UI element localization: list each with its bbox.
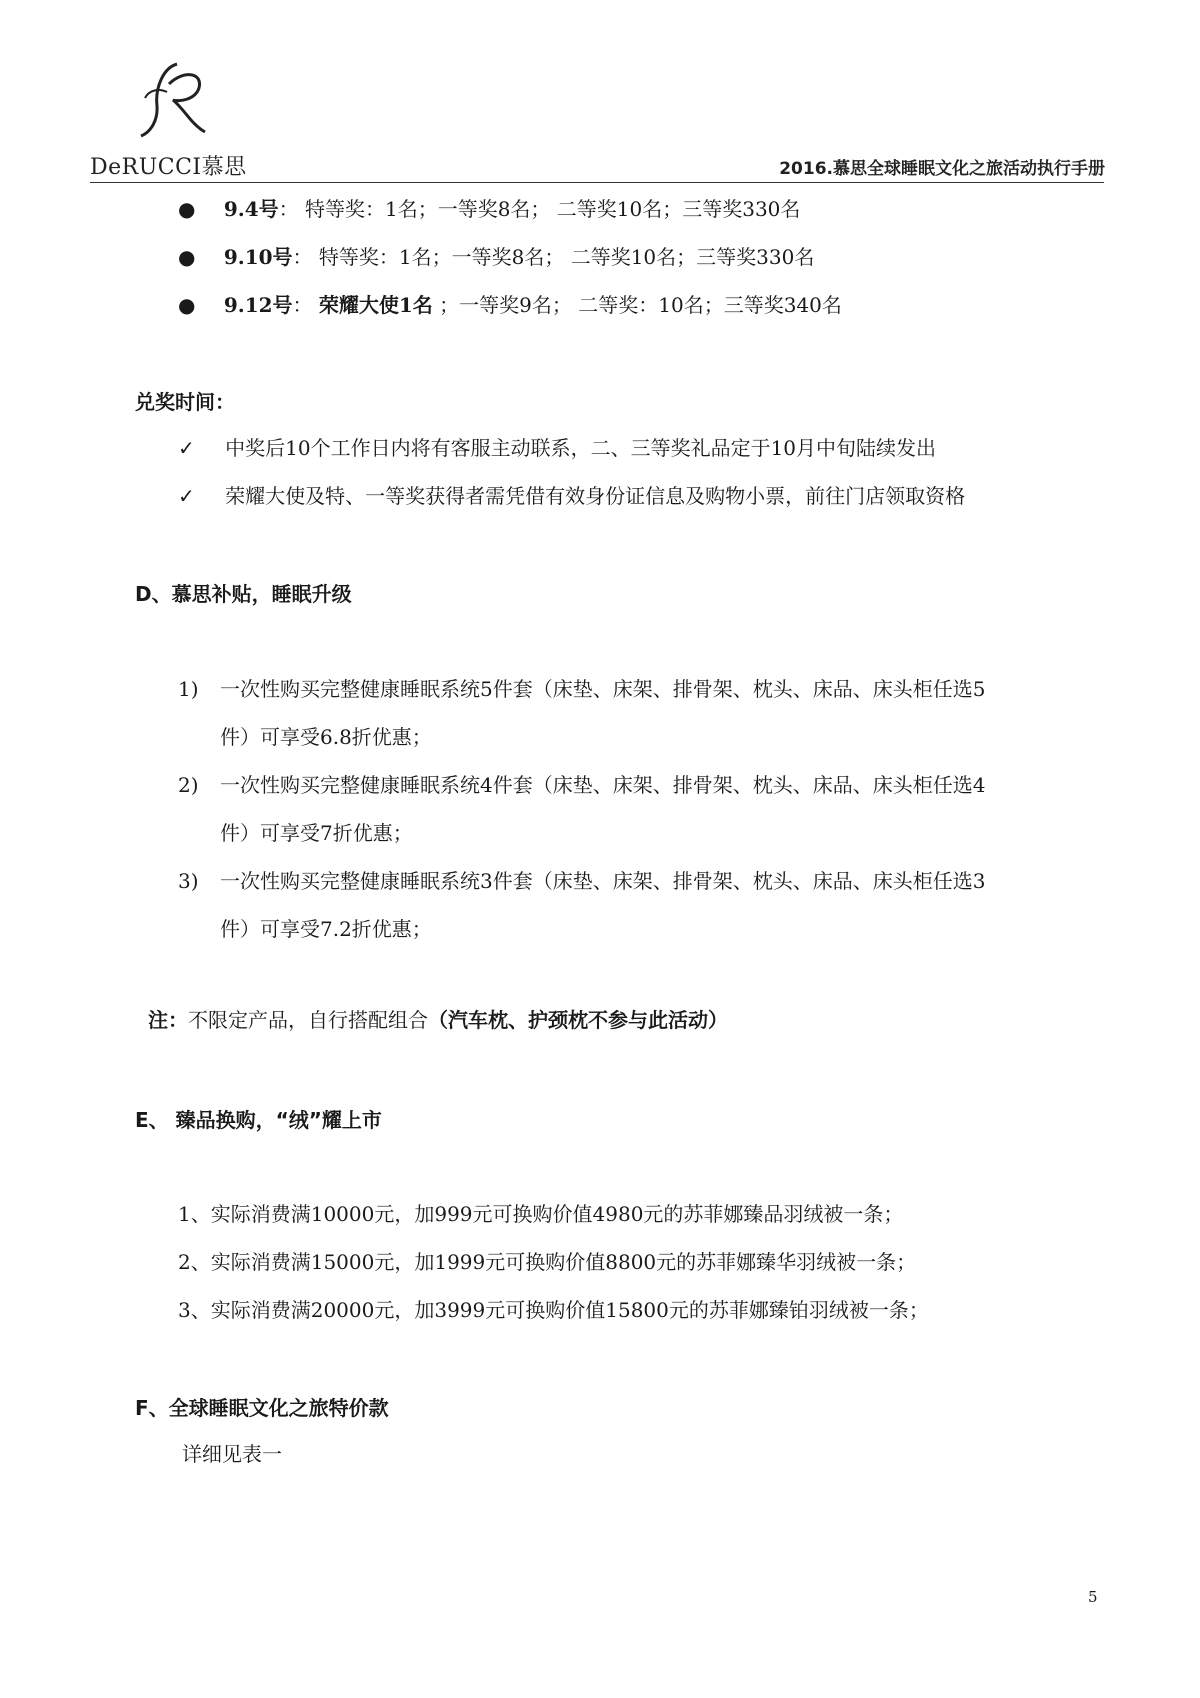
exchange-item: 3、实际消费满20000元，加3999元可换购价值15800元的苏菲娜臻铂羽绒被一条； <box>178 1298 929 1322</box>
logo-letter: R <box>133 58 134 59</box>
section-f-text: 详细见表一 <box>182 1442 282 1466</box>
note-label: 注： <box>148 1008 188 1032</box>
item-number: 2) <box>178 773 199 797</box>
bullet-icon: ● <box>178 197 196 221</box>
item-number: 3) <box>178 869 199 893</box>
prize-text: 特等奖：1名；一等奖8名； 二等奖10名；三等奖330名 <box>318 245 815 269</box>
discount-item-cont: 件）可享受6.8折优惠； <box>220 725 432 749</box>
note-exclusion: （汽车枕、护颈枕不参与此活动） <box>428 1008 728 1032</box>
header-rule <box>90 182 1104 183</box>
prize-text: ；一等奖9名； 二等奖：10名；三等奖340名 <box>439 293 842 317</box>
exchange-item: 2、实际消费满15000元，加1999元可换购价值8800元的苏菲娜臻华羽绒被一条； <box>178 1250 917 1274</box>
redeem-item: ✓ 荣耀大使及特、一等奖获得者需凭借有效身份证信息及购物小票，前往门店领取资格 <box>178 484 966 508</box>
checkmark-icon: ✓ <box>178 436 195 460</box>
discount-item: 3) 一次性购买完整健康睡眠系统3件套（床垫、床架、排骨架、枕头、床品、床头柜任选3 <box>178 869 986 893</box>
prize-item: ● 9.12号： 荣耀大使1名 ；一等奖9名； 二等奖：10名；三等奖340名 <box>178 293 842 317</box>
prize-item: ● 9.10号： 特等奖：1名；一等奖8名； 二等奖10名；三等奖330名 <box>178 245 815 269</box>
section-d-note: 注：不限定产品，自行搭配组合（汽车枕、护颈枕不参与此活动） <box>148 1008 728 1032</box>
checkmark-icon: ✓ <box>178 484 195 508</box>
bullet-icon: ● <box>178 245 196 269</box>
redeem-heading: 兑奖时间： <box>135 390 235 414</box>
prize-date: 9.12号 <box>223 293 293 317</box>
prize-date: 9.10号 <box>223 245 293 269</box>
discount-item: 1) 一次性购买完整健康睡眠系统5件套（床垫、床架、排骨架、枕头、床品、床头柜任选5 <box>178 677 986 701</box>
section-e-heading: E、 臻品换购，“绒”耀上市 <box>135 1108 382 1132</box>
redeem-item: ✓ 中奖后10个工作日内将有客服主动联系，二、三等奖礼品定于10月中旬陆续发出 <box>178 436 937 460</box>
section-d-heading: D、慕思补贴，睡眠升级 <box>135 582 352 606</box>
prize-item: ● 9.4号： 特等奖：1名；一等奖8名； 二等奖10名；三等奖330名 <box>178 197 801 221</box>
document-title: 2016.慕思全球睡眠文化之旅活动执行手册 <box>779 159 1105 179</box>
prize-highlight: 荣耀大使1名 <box>318 293 433 317</box>
discount-item: 2) 一次性购买完整健康睡眠系统4件套（床垫、床架、排骨架、枕头、床品、床头柜任选4 <box>178 773 986 797</box>
exchange-item: 1、实际消费满10000元，加999元可换购价值4980元的苏菲娜臻品羽绒被一条； <box>178 1202 904 1226</box>
derucci-logo-mark <box>133 58 211 140</box>
brand-name: DeRUCCI慕思 <box>90 155 247 180</box>
section-f-heading: F、全球睡眠文化之旅特价款 <box>135 1396 389 1420</box>
bullet-icon: ● <box>178 293 196 317</box>
page-number: 5 <box>1088 1588 1098 1606</box>
prize-text: 特等奖：1名；一等奖8名； 二等奖10名；三等奖330名 <box>304 197 801 221</box>
prize-date: 9.4号 <box>223 197 279 221</box>
item-number: 1) <box>178 677 199 701</box>
discount-item-cont: 件）可享受7.2折优惠； <box>220 917 432 941</box>
discount-item-cont: 件）可享受7折优惠； <box>220 821 413 845</box>
